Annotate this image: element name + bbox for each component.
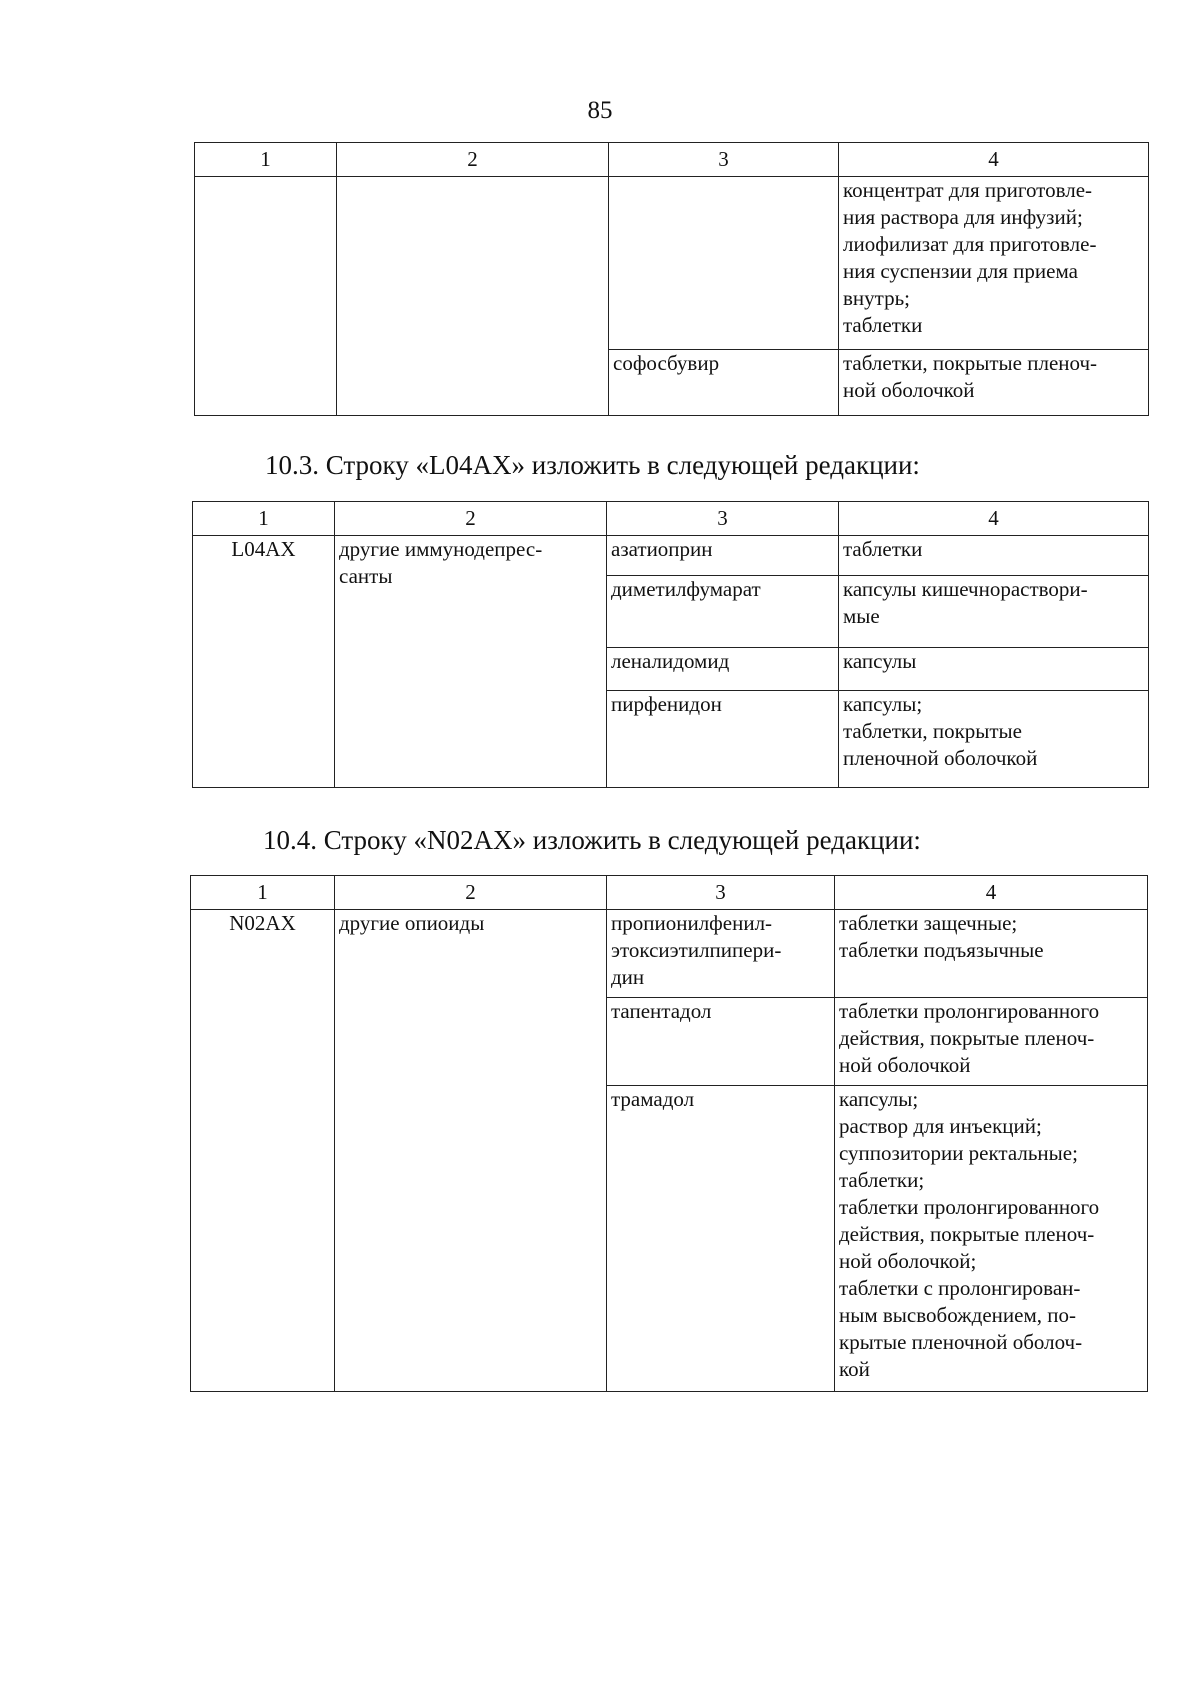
- cell-line: таблетки, покрытые: [843, 719, 1022, 743]
- cell-line: пропионилфенил-: [611, 911, 773, 935]
- cell-line: ной оболочкой: [839, 1053, 971, 1077]
- cell-line: пирфенидон: [611, 692, 722, 716]
- drug-cell: [607, 910, 835, 998]
- cell-line: таблетки с пролонгирован-: [839, 1276, 1081, 1300]
- cell-line: действия, покрытые пленоч-: [839, 1222, 1095, 1246]
- cell-line: капсулы: [843, 649, 917, 673]
- cell-line: капсулы кишечнораствори-: [843, 577, 1088, 601]
- cell-line: таблетки: [843, 313, 923, 337]
- cell-line: раствор для инъекций;: [839, 1114, 1042, 1138]
- forms-cell: [839, 691, 1149, 788]
- table-row: [191, 910, 1148, 998]
- forms-cell: [835, 1086, 1148, 1392]
- forms-cell: [839, 536, 1149, 576]
- cell-line: таблетки: [843, 537, 923, 561]
- cell-line: суппозитории ректальные;: [839, 1141, 1078, 1165]
- cell-line: этоксиэтилпипери-: [611, 938, 782, 962]
- cell-line: трамадол: [611, 1087, 695, 1111]
- cell-line: внутрь;: [843, 286, 910, 310]
- cell-line: кой: [839, 1357, 870, 1381]
- cell-line: пленочной оболочкой: [843, 746, 1038, 770]
- cell-line: капсулы;: [843, 692, 923, 716]
- drug-cell: софосбувир: [609, 350, 839, 416]
- group-cell: [337, 177, 609, 416]
- cell-line: диметилфумарат: [611, 577, 761, 601]
- table-n02ax: [190, 875, 1148, 1392]
- drug-cell: [607, 648, 839, 691]
- cell-line: другие иммунодепрес-: [339, 537, 543, 561]
- col-header-3: 3: [607, 502, 839, 536]
- page-number: 85: [587, 97, 613, 124]
- col-header-4: 4: [835, 876, 1148, 910]
- section-heading-l04ax: 10.3. Строку «L04AX» изложить в следующей редакции:: [265, 450, 920, 480]
- cell-line: санты: [339, 564, 393, 588]
- cell-line: таблетки подъязычные: [839, 938, 1044, 962]
- cell-line: таблетки;: [839, 1168, 925, 1192]
- forms-cell: [839, 576, 1149, 648]
- cell-line: ным высвобождением, по-: [839, 1303, 1076, 1327]
- cell-line: другие опиоиды: [339, 911, 485, 935]
- col-header-1: 1: [191, 876, 335, 910]
- drug-cell: [607, 576, 839, 648]
- forms-cell: [839, 648, 1149, 691]
- forms-cell: [839, 350, 1149, 416]
- cell-line: леналидомид: [611, 649, 730, 673]
- col-header-3: 3: [607, 876, 835, 910]
- table-l04ax: [192, 501, 1149, 788]
- col-header-2: 2: [337, 143, 609, 177]
- cell-line: концентрат для приготовле-: [843, 178, 1093, 202]
- code-cell: [195, 177, 337, 416]
- forms-cell: [835, 998, 1148, 1086]
- group-cell: [335, 536, 607, 788]
- table-header-row: [191, 876, 1148, 910]
- forms-cell: [839, 177, 1149, 350]
- cell-line: ной оболочкой: [843, 378, 975, 402]
- col-header-3: 3: [609, 143, 839, 177]
- cell-line: крытые пленочной оболоч-: [839, 1330, 1083, 1354]
- drug-cell: [607, 536, 839, 576]
- col-header-1: 1: [195, 143, 337, 177]
- col-header-2: 2: [335, 502, 607, 536]
- cell-line: азатиоприн: [611, 537, 713, 561]
- cell-line: ния раствора для инфузий;: [843, 205, 1083, 229]
- table-row: [195, 177, 1149, 350]
- cell-line: таблетки пролонгированного: [839, 999, 1100, 1023]
- cell-line: мые: [843, 604, 880, 628]
- forms-cell: [835, 910, 1148, 998]
- section-heading-n02ax: 10.4. Строку «N02AX» изложить в следующей редакции:: [263, 825, 921, 855]
- cell-line: таблетки, покрытые пленоч-: [843, 351, 1098, 375]
- cell-line: тапентадол: [611, 999, 712, 1023]
- atc-code-cell: L04AX: [193, 536, 335, 788]
- col-header-2: 2: [335, 876, 607, 910]
- cell-line: капсулы;: [839, 1087, 919, 1111]
- cell-line: ния суспензии для приема: [843, 259, 1078, 283]
- group-cell: [335, 910, 607, 1392]
- col-header-1: 1: [193, 502, 335, 536]
- cell-line: таблетки защечные;: [839, 911, 1018, 935]
- col-header-4: 4: [839, 143, 1149, 177]
- cell-line: ной оболочкой;: [839, 1249, 977, 1273]
- cell-line: лиофилизат для приготовле-: [843, 232, 1097, 256]
- drug-cell: [607, 1086, 835, 1392]
- drug-cell: [609, 177, 839, 350]
- cell-line: действия, покрытые пленоч-: [839, 1026, 1095, 1050]
- table-row: [193, 536, 1149, 576]
- col-header-4: 4: [839, 502, 1149, 536]
- drug-cell: [607, 691, 839, 788]
- table-header-row: [193, 502, 1149, 536]
- cell-line: таблетки пролонгированного: [839, 1195, 1100, 1219]
- drug-cell: [607, 998, 835, 1086]
- cell-line: дин: [611, 965, 645, 989]
- table-header-row: [195, 143, 1149, 177]
- table-continuation: [194, 142, 1149, 416]
- atc-code-cell: N02AX: [191, 910, 335, 1392]
